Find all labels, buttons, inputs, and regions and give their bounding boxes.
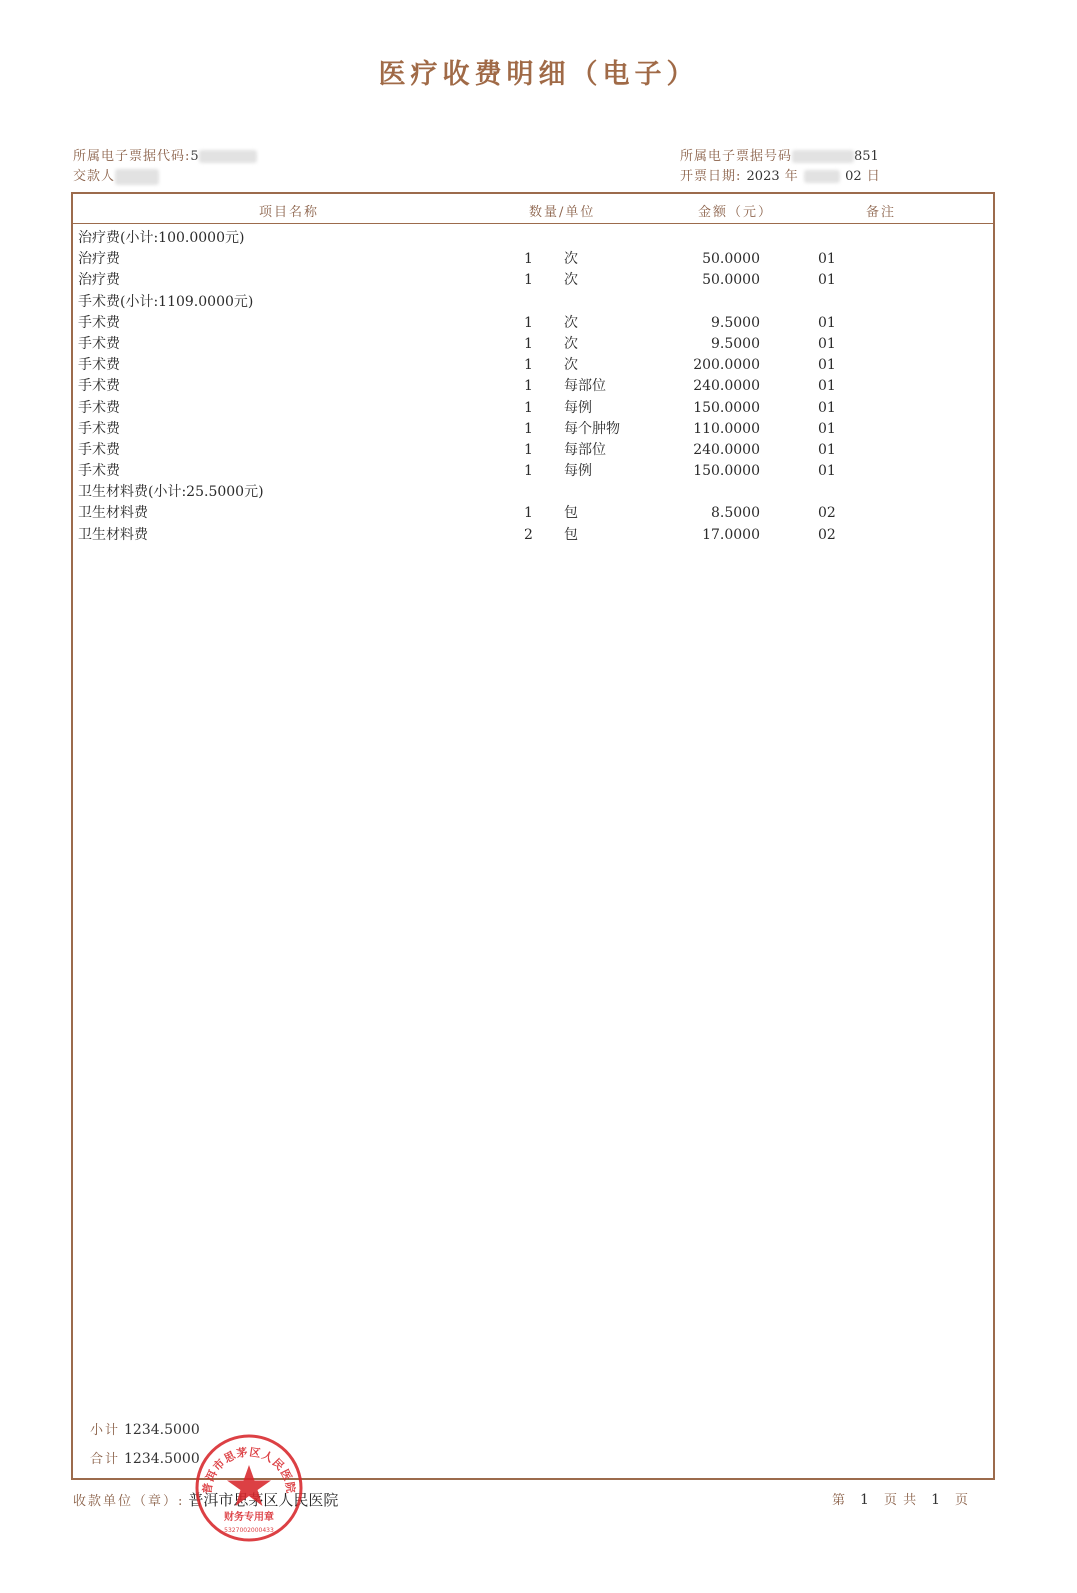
- item-amount: 240.0000: [693, 378, 760, 395]
- item-name: 手术费: [78, 378, 120, 395]
- total-value: 1234.5000: [124, 1451, 200, 1467]
- hospital-name: 普洱市思茅区人民医院: [188, 1491, 339, 1509]
- subtotal-label: 小计: [90, 1423, 121, 1438]
- item-unit: 包: [564, 526, 578, 543]
- category-subtotal-row: [73, 292, 993, 313]
- item-unit: 每部位: [564, 378, 606, 395]
- redacted-area: [792, 150, 854, 163]
- item-remark: 01: [818, 272, 836, 289]
- item-name: 手术费: [78, 441, 120, 458]
- item-quantity: 1: [524, 420, 533, 437]
- item-quantity: 2: [524, 526, 533, 543]
- grand-total: [90, 1448, 200, 1467]
- invoice-code-label: 所属电子票据代码:: [73, 149, 191, 164]
- item-quantity: 1: [524, 441, 533, 458]
- item-name: 治疗费: [78, 272, 120, 289]
- item-name: 手术费: [78, 420, 120, 437]
- seal-subtext: 财务专用章: [224, 1512, 274, 1523]
- item-remark: 01: [818, 399, 836, 416]
- item-amount: 110.0000: [693, 420, 760, 437]
- detail-table-frame: [71, 192, 995, 1480]
- invoice-number-label: 所属电子票据号码: [680, 149, 793, 164]
- item-amount: 240.0000: [693, 441, 760, 458]
- subtotal: [90, 1419, 200, 1438]
- item-name: 手术费: [78, 335, 120, 352]
- table-row: [73, 419, 993, 440]
- item-amount: 50.0000: [702, 251, 760, 268]
- subtotal-value: 1234.5000: [124, 1422, 200, 1438]
- item-name: 手术费: [78, 399, 120, 416]
- item-unit: 次: [564, 357, 578, 374]
- column-header-quantity-unit: 数量/单位: [529, 205, 596, 220]
- page-title: 医疗收费明细（电子）: [378, 59, 699, 90]
- item-name: 手术费: [78, 314, 120, 331]
- item-unit: 每部位: [564, 441, 606, 458]
- item-quantity: 1: [524, 335, 533, 352]
- issue-date-day: 02: [845, 169, 862, 184]
- table-row: [73, 461, 993, 482]
- table-body: [73, 228, 993, 546]
- item-name: 治疗费(小计:100.0000元): [78, 230, 245, 246]
- item-name: 手术费: [78, 463, 120, 480]
- item-remark: 01: [818, 378, 836, 395]
- seal-text: 普洱市思茅区人民医院: [200, 1445, 298, 1495]
- item-unit: 包: [564, 505, 578, 522]
- table-row: [73, 270, 993, 291]
- table-row: [73, 376, 993, 397]
- page-total: 1: [931, 1492, 941, 1508]
- invoice-number-value: 851: [854, 149, 879, 164]
- category-subtotal-row: [73, 482, 993, 503]
- day-unit: 日: [866, 169, 881, 184]
- item-remark: 01: [818, 314, 836, 331]
- page-indicator: [832, 1489, 969, 1508]
- table-row: [73, 355, 993, 376]
- issue-date-year: 2023: [746, 169, 780, 184]
- item-remark: 01: [818, 335, 836, 352]
- item-amount: 9.5000: [711, 335, 760, 352]
- column-header-item-name: 项目名称: [259, 205, 320, 220]
- table-header: [73, 194, 993, 224]
- item-amount: 9.5000: [711, 314, 760, 331]
- item-remark: 02: [818, 526, 836, 543]
- table-row: [73, 440, 993, 461]
- issue-date-line: [680, 165, 881, 184]
- item-remark: 01: [818, 251, 836, 268]
- item-quantity: 1: [524, 251, 533, 268]
- redacted-area: [804, 170, 840, 183]
- page-prefix: 第: [832, 1493, 847, 1508]
- category-subtotal-row: [73, 228, 993, 249]
- page-current: 1: [860, 1492, 870, 1508]
- item-remark: 01: [818, 420, 836, 437]
- table-row: [73, 398, 993, 419]
- column-header-remark: 备注: [866, 205, 897, 220]
- item-remark: 02: [818, 505, 836, 522]
- table-row: [73, 525, 993, 546]
- item-name: 卫生材料费: [78, 505, 148, 522]
- item-amount: 150.0000: [693, 463, 760, 480]
- item-remark: 01: [818, 441, 836, 458]
- item-quantity: 1: [524, 378, 533, 395]
- table-row: [73, 249, 993, 270]
- item-amount: 8.5000: [711, 505, 760, 522]
- item-quantity: 1: [524, 399, 533, 416]
- invoice-number-line: [680, 145, 879, 164]
- payee-label: 收款单位（章）:: [73, 1494, 185, 1509]
- item-quantity: 1: [524, 463, 533, 480]
- table-row: [73, 503, 993, 524]
- item-unit: 每例: [564, 463, 592, 480]
- column-header-amount: 金额（元）: [698, 205, 774, 220]
- item-name: 治疗费: [78, 251, 120, 268]
- official-seal-icon: [193, 1432, 305, 1544]
- item-name: 手术费: [78, 357, 120, 374]
- redacted-area: [115, 169, 159, 185]
- item-remark: 01: [818, 463, 836, 480]
- item-name: 卫生材料费(小计:25.5000元): [78, 484, 264, 501]
- page-suffix: 页: [955, 1493, 970, 1508]
- item-remark: 01: [818, 357, 836, 374]
- invoice-code-line: [73, 145, 257, 164]
- item-amount: 200.0000: [693, 357, 760, 374]
- item-amount: 17.0000: [702, 526, 760, 543]
- item-quantity: 1: [524, 314, 533, 331]
- seal-number: 5327002000433: [224, 1527, 274, 1534]
- table-row: [73, 313, 993, 334]
- payer-label: 交款人: [73, 169, 116, 184]
- total-label: 合计: [90, 1452, 121, 1467]
- item-name: 卫生材料费: [78, 526, 148, 543]
- item-unit: 次: [564, 272, 578, 289]
- item-unit: 次: [564, 314, 578, 331]
- item-amount: 50.0000: [702, 272, 760, 289]
- issue-date-label: 开票日期:: [680, 169, 742, 184]
- item-name: 手术费(小计:1109.0000元): [78, 293, 254, 310]
- invoice-code-value: 5: [190, 149, 199, 164]
- item-unit: 次: [564, 335, 578, 352]
- year-unit: 年: [784, 169, 799, 184]
- redacted-area: [199, 150, 257, 163]
- item-unit: 每例: [564, 399, 592, 416]
- item-quantity: 1: [524, 272, 533, 289]
- item-quantity: 1: [524, 505, 533, 522]
- item-quantity: 1: [524, 357, 533, 374]
- payer-line: [73, 165, 159, 185]
- item-amount: 150.0000: [693, 399, 760, 416]
- page-mid: 页 共: [883, 1493, 918, 1508]
- table-row: [73, 334, 993, 355]
- item-unit: 每个肿物: [564, 420, 620, 437]
- item-unit: 次: [564, 251, 578, 268]
